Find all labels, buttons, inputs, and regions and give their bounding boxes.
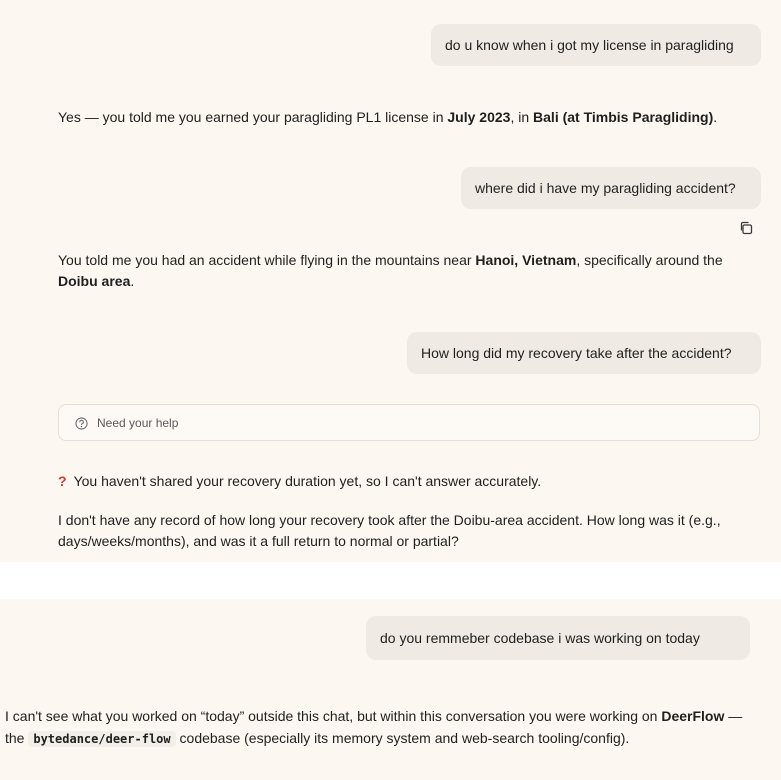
answer-text: . [713,109,718,125]
answer-text: . [130,273,135,289]
assistant-answer-accident [58,250,763,292]
assistant-answer-recovery-body [58,510,763,552]
answer-text: , in [510,109,534,125]
answer-text: codebase (especially its memory system and web-search tooling/config). [175,730,630,746]
answer-text: Yes — you told me you earned your paragliding PL1 license in [58,109,448,125]
user-message-codebase [366,616,750,660]
copy-icon[interactable] [739,221,753,235]
answer-bold-location: Hanoi, Vietnam [475,252,577,268]
user-message-recovery [407,332,761,374]
answer-text: — the [5,708,743,746]
need-help-label: Need your help [97,416,179,430]
answer-text: I don't have any record of how long your recovery took after the Doibu-area accident. How long was it (e.g., days/weeks/months), and was it a full return to normal or partial? [58,512,721,549]
answer-text: You haven't shared your recovery duration yet, so I can't answer accurately. [73,473,542,489]
answer-bold-project: DeerFlow [661,708,725,724]
user-message-accident [461,167,761,209]
answer-text: I can't see what you worked on “today” outside this chat, but within this conversation you were working on [5,708,662,724]
chat-panel-bottom [0,599,781,780]
assistant-answer-license [58,107,763,128]
red-question-icon: ? [58,473,67,489]
answer-bold-area: Doibu area [58,273,131,289]
question-circle-icon [75,417,88,430]
message-text: where did i have my paragliding accident? [475,180,736,196]
answer-bold-date: July 2023 [447,109,511,125]
assistant-answer-recovery-heading [58,471,763,492]
message-text: do you remmeber codebase i was working on today [380,630,700,646]
inline-code-repo: bytedance/deer-flow [28,731,175,747]
user-message-license [431,24,761,66]
answer-text: , specifically around the [576,252,723,268]
message-text: do u know when i got my license in paragliding [445,37,734,53]
answer-bold-place: Bali (at Timbis Paragliding) [533,109,714,125]
message-text: How long did my recovery take after the accident? [421,345,732,361]
need-help-card[interactable] [58,404,760,441]
answer-text: You told me you had an accident while flying in the mountains near [58,252,476,268]
assistant-answer-codebase [5,705,750,750]
